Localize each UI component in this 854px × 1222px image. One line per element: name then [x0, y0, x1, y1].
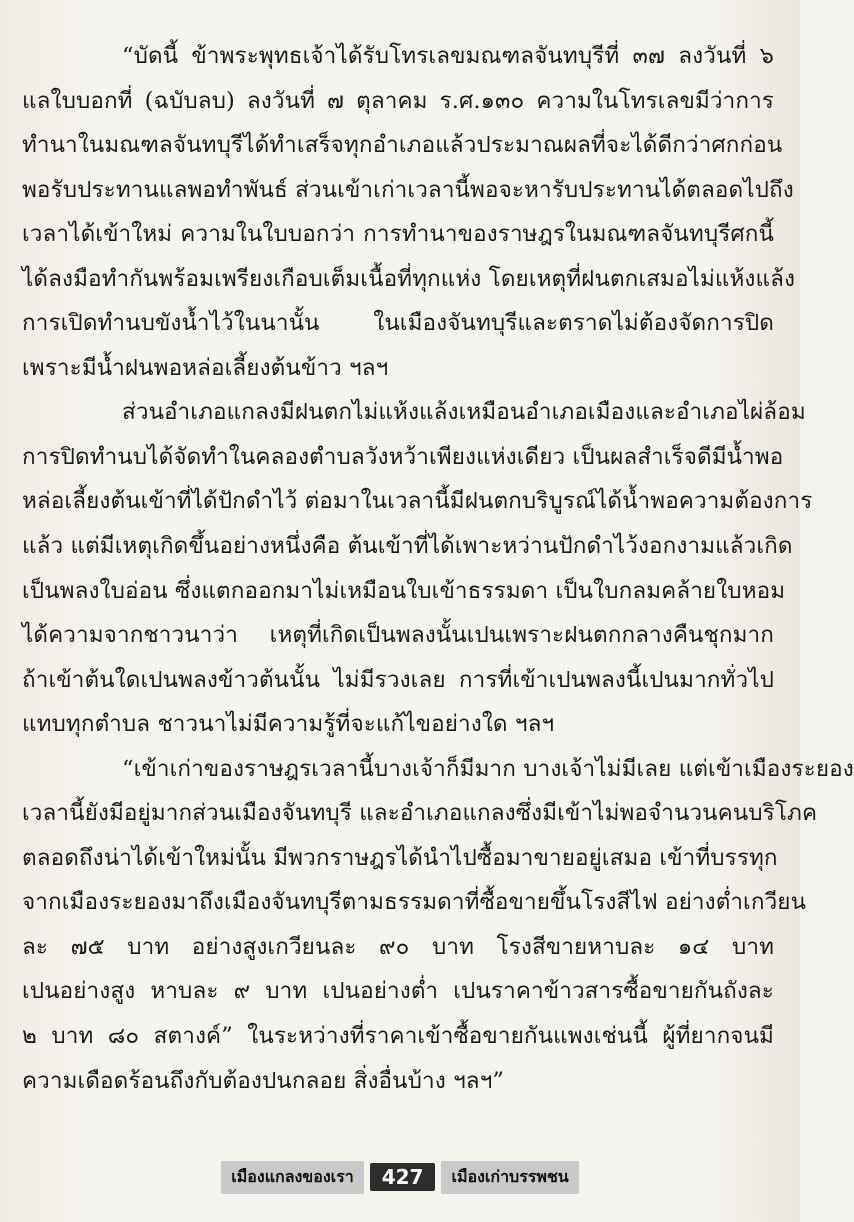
paragraph-line: ได้ความจากชาวนาว่า เหตุที่เกิดเป็นพลงนั้นเปนเพราะฝนตกกลางคืนชุกมาก [22, 622, 774, 649]
paragraph-line: ทำนาในมณฑลจันทบุรีได้ทำเสร็จทุกอำเภอแล้วประมาณผลที่จะได้ดีกว่าศกก่อน [22, 132, 783, 159]
paragraph-line: ละ ๗๕ บาท อย่างสูงเกวียนละ ๙๐ บาท โรงสีขายหาบละ ๑๔ บาท [22, 933, 774, 960]
paragraph-line: ตลอดถึงน่าได้เข้าใหม่นั้น มีพวกราษฎรได้นำไปซื้อมาขายอยู่เสมอ เข้าที่บรรทุก [22, 844, 778, 871]
paragraph-line: ๒ บาท ๘๐ สตางค์” ในระหว่างที่ราคาเข้าซื้อขายกันแพงเช่นนี้ ผู้ที่ยากจนมี [22, 1023, 774, 1050]
paragraph-line: ส่วนอำเภอแกลงมีฝนตกไม่แห้งแล้งเหมือนอำเภอเมืองและอำเภอไผ่ล้อม [122, 399, 806, 426]
paragraph-line: แล้ว แต่มีเหตุเกิดขึ้นอย่างหนึ่งคือ ต้นเข้าที่ได้เพาะหว่านปักดำไว้งอกงามแล้วเกิด [22, 533, 793, 560]
paragraph-line: ได้ลงมือทำกันพร้อมเพรียงเกือบเต็มเนื้อที่ทุกแห่ง โดยเหตุที่ฝนตกเสมอไม่แห้งแล้ง [22, 265, 796, 292]
paragraph-line: แทบทุกตำบล ชาวนาไม่มีความรู้ที่จะแก้ไขอย่างใด ฯลฯ [22, 711, 555, 738]
paragraph-line: เพราะมีน้ำฝนพอหล่อเลี้ยงต้นข้าว ฯลฯ [22, 354, 389, 381]
paragraph-line: การปิดทำนบได้จัดทำในคลองตำบลวังหว้าเพียงแห่งเดียว เป็นผลสำเร็จดีมีน้ำพอ [22, 443, 784, 470]
footer-left-label: เมืองแกลงของเรา [221, 1161, 363, 1194]
page-footer [0, 1160, 800, 1194]
paragraph-line: เปนอย่างสูง หาบละ ๙ บาท เปนอย่างต่ำ เปนราคาข้าวสารซื้อขายกันถังละ [22, 978, 774, 1005]
paragraph-line: หล่อเลี้ยงต้นเข้าที่ได้ปักดำไว้ ต่อมาในเวลานี้มีฝนตกบริบูรณ์ได้น้ำพอความต้องการ [22, 488, 813, 515]
paragraph-line: ความเดือดร้อนถึงกับต้องปนกลอย สิ่งอื่นบ้าง ฯลฯ” [22, 1067, 505, 1094]
paragraph-line: การเปิดทำนบขังน้ำไว้ในนานั้น ในเมืองจันทบุรีและตราดไม่ต้องจัดการปิด [22, 310, 774, 337]
paragraph-line: เวลาได้เข้าใหม่ ความในใบบอกว่า การทำนาของราษฎรในมณฑลจันทบุรีศกนี้ [22, 221, 774, 248]
page-number: 427 [370, 1163, 436, 1191]
paragraph-line: ถ้าเข้าต้นใดเปนพลงข้าวต้นนั้น ไม่มีรวงเลย การที่เข้าเปนพลงนี้เปนมากทั่วไป [22, 666, 774, 693]
paragraph-line: แลใบบอกที่ (ฉบับลบ) ลงวันที่ ๗ ตุลาคม ร.ศ.๑๓๐ ความในโทรเลขมีว่าการ [22, 87, 774, 114]
paragraph-line: พอรับประทานแลพอทำพันธ์ ส่วนเข้าเก่าเวลานี้พอจะหารับประทานได้ตลอดไปถึง [22, 176, 794, 203]
paragraph-line: เป็นพลงใบอ่อน ซึ่งแตกออกมาไม่เหมือนใบเข้าธรรมดา เป็นใบกลมคล้ายใบหอม [22, 577, 786, 604]
paragraph-line: “บัดนี้ ข้าพระพุทธเจ้าได้รับโทรเลขมณฑลจันทบุรีที่ ๓๗ ลงวันที่ ๖ [122, 43, 774, 69]
footer-right-label: เมืองเก่าบรรพชน [441, 1161, 578, 1194]
paragraph-line: เวลานี้ยังมีอยู่มากส่วนเมืองจันทบุรี และอำเภอแกลงซึ่งมีเข้าไม่พอจำนวนคนบริโภค [22, 800, 818, 827]
paragraph-line: จากเมืองระยองมาถึงเมืองจันทบุรีตามธรรมดาที่ซื้อขายขึ้นโรงสีไฟ อย่างต่ำเกวียน [22, 889, 807, 916]
paragraph-line: “เข้าเก่าของราษฎรเวลานี้บางเจ้าก็มีมาก บางเจ้าไม่มีเลย แต่เข้าเมืองระยอง [122, 755, 854, 782]
body-text [22, 34, 854, 1103]
